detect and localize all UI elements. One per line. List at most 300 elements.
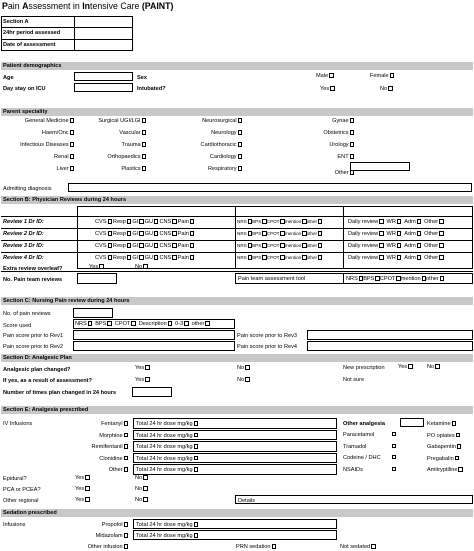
speciality-label: Infectious Diseases [20,142,69,148]
tool-option[interactable] [307,243,323,248]
system-option[interactable] [132,231,143,237]
checkbox-icon [379,231,383,235]
tool-label: other [306,219,318,224]
context-options [348,231,444,237]
ketamine-box [400,418,424,427]
system-option[interactable] [145,255,159,261]
plan-changed-label: Analgesic plan changed? [3,367,71,373]
checkbox-icon [194,421,198,425]
section-a-input[interactable] [76,17,132,26]
drug-label: Propofol [101,522,123,528]
checkbox-icon [172,243,176,247]
tool-label: NRS [237,255,247,260]
other-analgesia-option[interactable] [343,467,395,473]
context-label: WR [386,219,396,225]
sex-label: Sex [137,75,147,81]
tool-label: other [306,231,318,236]
checkbox-icon [205,321,209,325]
tool-option[interactable] [237,243,252,248]
system-label: GI [132,219,139,225]
iv-drug-option[interactable] [60,467,128,473]
tool-label: NRS [237,231,247,236]
speciality-option[interactable] [60,166,146,172]
new-prescription-option[interactable]: New prescription [343,365,385,371]
tool-option[interactable] [285,255,307,260]
checkbox-icon [435,364,439,368]
tool-option[interactable] [237,255,252,260]
assessment-yes-option[interactable]: Yes [135,377,150,383]
pain-team-tool-option[interactable] [363,276,380,282]
details-input[interactable] [235,495,473,504]
checkbox-icon [392,455,396,459]
context-options [348,219,444,225]
checkbox-icon [139,231,143,235]
speciality-other-input[interactable] [350,162,410,171]
epidural-yes-option[interactable]: Yes [75,475,90,481]
speciality-option[interactable] [268,118,354,124]
tool-label: BPS [252,219,262,224]
context-label: Other [424,255,439,261]
tool-label: BPS [252,231,262,236]
speciality-option[interactable] [60,154,146,160]
tool-option[interactable] [267,219,285,224]
score-used-label: Score used [3,323,32,329]
tool-label: NRS [237,219,247,224]
speciality-label: Renal [53,154,69,160]
tool-option[interactable] [237,219,252,224]
period-input[interactable] [76,28,132,38]
regional-no-option[interactable]: No [135,497,148,503]
system-option[interactable] [145,243,159,249]
speciality-label: Vascular [119,130,141,136]
checkbox-icon [350,154,354,158]
dose-label-wrap [136,533,198,539]
context-label: Adm [404,231,416,237]
context-option[interactable] [387,255,402,261]
checkbox-icon [124,444,128,448]
system-option[interactable] [95,219,112,225]
context-option[interactable] [404,219,421,225]
checkbox-icon [245,377,249,381]
dose-label-wrap [136,522,198,528]
system-option[interactable] [159,255,176,261]
checkbox-icon [154,231,158,235]
system-label: CVS [95,231,107,237]
system-option[interactable] [113,219,131,225]
checkbox-icon [455,456,459,460]
tool-option[interactable] [252,243,267,248]
checkbox-icon [439,231,443,235]
dose-label: Total 24 hr dose mg/kg [136,522,193,528]
system-option[interactable] [159,243,176,249]
context-label: Other [424,219,439,225]
speciality-label: Cardiology [209,154,237,160]
speciality-label: Liver [56,166,69,172]
rev4-label: Pain score prior to Rev4 [237,344,298,350]
other-analgesia-option[interactable] [343,455,395,461]
tool-label: NRS [237,243,247,248]
tool-option[interactable] [267,255,285,260]
context-option[interactable] [404,243,421,249]
pca-yes-option[interactable]: Yes [75,486,90,492]
system-option[interactable] [178,255,195,261]
extra-yes-option[interactable]: Yes [89,264,104,270]
context-option[interactable] [424,219,443,225]
epidural-no-option[interactable]: No [135,475,148,481]
checkbox-icon [142,154,146,158]
checkbox-icon [379,243,383,247]
tools-options [237,243,322,248]
sedation-drug-option[interactable] [60,522,128,528]
checkbox-icon [194,533,198,537]
not-sure-option[interactable]: Not sure [343,377,365,383]
no-reviews-input[interactable] [73,308,113,318]
new-rx-no-option[interactable]: No [427,364,440,370]
iv-drug-option[interactable] [60,433,128,439]
rev4-input[interactable] [307,341,473,351]
checkbox-icon [318,255,322,259]
speciality-option[interactable] [268,130,354,136]
rev3-input[interactable] [307,330,473,340]
day-stay-input[interactable] [74,83,133,92]
other-analgesia-option[interactable] [343,432,395,438]
new-rx-yes-option[interactable]: Yes [398,364,413,370]
checkbox-icon [142,118,146,122]
option-label: Codeine / DHC [343,455,381,461]
checkbox-icon [439,243,443,247]
tool-option[interactable] [267,243,285,248]
tool-option[interactable] [267,231,285,236]
dose-label-wrap [136,467,198,473]
tool-option[interactable] [252,255,267,260]
checkbox-icon [190,255,194,259]
admitting-label: Admitting diagnosis [3,186,52,192]
checkbox-icon [108,231,112,235]
iv-drug-option[interactable] [60,456,128,462]
system-option[interactable] [132,255,143,261]
rev1-input[interactable] [73,330,235,340]
rev3-label: Pain score prior to Rev3 [237,333,298,339]
checkbox-icon [154,243,158,247]
system-option[interactable] [113,255,131,261]
speciality-option[interactable] [60,118,146,124]
pca-label: PCA or PCEA? [3,487,41,493]
system-option[interactable] [95,243,112,249]
tool-option[interactable] [285,243,307,248]
checkbox-icon [238,118,242,122]
checkbox-icon [154,255,158,259]
checkbox-icon [439,255,443,259]
checkbox-icon [127,219,131,223]
checkbox-icon [143,264,147,268]
sedation-drug-option[interactable] [60,544,128,550]
context-option[interactable] [348,231,384,237]
checkbox-icon [107,321,111,325]
section-d-header: Section D: Analgesic Plan [1,354,473,362]
score-option[interactable] [175,321,188,327]
system-option[interactable] [145,231,159,237]
pain-team-tool-option[interactable] [380,276,401,282]
checkbox-icon [238,130,242,134]
context-option[interactable] [348,255,384,261]
checkbox-icon [143,497,147,501]
regional-label: Other regional [3,498,39,504]
checkbox-icon [124,533,128,537]
context-option[interactable] [348,243,384,249]
other-analgesia-label: Other analgesia [343,421,385,427]
not-sedated-option[interactable]: Not sedated [340,544,376,550]
sedation-drug-option[interactable] [60,533,128,539]
system-option[interactable] [132,219,143,225]
context-option[interactable] [387,231,402,237]
checkbox-icon [172,219,176,223]
context-option[interactable] [424,231,443,237]
plan-changed-no-option[interactable]: No [237,365,250,371]
checkbox-icon [108,219,112,223]
assessment-no-option[interactable]: No [237,377,250,383]
checkbox-icon [124,544,128,548]
tool-option[interactable] [307,219,323,224]
checkbox-icon [139,219,143,223]
dose-label: Total 24 hr dose mg/kg [136,432,193,439]
checkbox-icon [154,219,158,223]
admitting-input[interactable] [68,183,472,192]
pain-team-tool-option[interactable] [401,276,426,282]
speciality-label: Obstetrics [323,130,349,136]
speciality-label: Neurology [211,130,237,136]
checkbox-icon [238,166,242,170]
no-pain-reviews-label: No. Pain team reviews [3,277,63,283]
score-option[interactable] [192,321,210,327]
system-label: Pain [177,243,189,249]
review-label: Review 2 Dr ID: [3,231,44,237]
day-stay-label: Day stay on ICU [3,86,46,92]
pain-team-tools [346,276,444,282]
times-changed-input[interactable] [132,387,172,397]
checkbox-icon [194,444,198,448]
checkbox-icon [408,364,412,368]
checkbox-icon [124,467,128,471]
context-label: Daily review [348,243,379,249]
checkbox-icon [379,219,383,223]
speciality-option[interactable] [268,170,354,176]
speciality-option[interactable] [156,130,242,136]
age-input[interactable] [74,72,133,81]
checkbox-icon [85,475,89,479]
period-label: 24hr period assessed [3,30,61,36]
row-divider [1,240,473,241]
pca-no-option[interactable]: No [135,486,148,492]
context-label: Adm [404,255,416,261]
system-label: CVS [95,255,107,261]
right-analgesia-option[interactable] [427,456,459,462]
pain-team-tool-option[interactable] [426,276,444,282]
checkbox-icon [194,467,198,471]
rev1-label: Pain score prior to Rev1 [3,333,64,339]
male-option[interactable]: Male [316,73,334,79]
checkbox-icon [329,73,333,77]
tool-label: other [426,276,439,282]
checkbox-icon [318,219,322,223]
context-label: Adm [404,243,416,249]
checkbox-icon [124,522,128,526]
right-analgesia-option[interactable] [427,444,461,450]
speciality-option[interactable] [268,142,354,148]
checkbox-icon [350,142,354,146]
speciality-label: Orthopaedics [107,154,141,160]
right-analgesia-option[interactable] [427,467,463,473]
system-option[interactable] [95,231,112,237]
checkbox-icon [190,231,194,235]
tool-label: BPS [363,276,375,282]
checkbox-icon [390,73,394,77]
other-analgesia-option[interactable] [343,444,395,450]
speciality-option[interactable] [156,142,242,148]
speciality-label: Haem/Onc [41,130,69,136]
speciality-label: Gynae [332,118,349,124]
context-option[interactable] [387,219,402,225]
checkbox-icon [238,142,242,146]
system-label: GI [132,255,139,261]
systems-options [95,231,194,237]
system-option[interactable] [95,255,112,261]
female-option[interactable]: Female [370,73,394,79]
drug-label: Remifentanil [91,444,123,450]
checkbox-icon [379,255,383,259]
score-option[interactable] [139,321,172,327]
option-label: NSAIDs [343,466,363,473]
intubated-no-option[interactable]: No [380,86,393,92]
system-label: CNS [159,255,172,261]
iv-drug-option[interactable] [60,444,128,450]
tool-option[interactable] [307,255,323,260]
score-label: BPS [95,321,107,327]
context-label: Other [424,243,439,249]
context-option[interactable] [424,243,443,249]
tool-label: NRS [346,276,358,282]
system-option[interactable] [159,219,176,225]
epidural-label: Epidural? [3,476,27,482]
speciality-option[interactable] [156,154,242,160]
speciality-option[interactable] [268,154,354,160]
pain-team-tool-option[interactable] [346,276,363,282]
checkbox-icon [124,433,128,437]
right-analgesia-option[interactable] [427,433,460,439]
system-option[interactable] [178,219,195,225]
checkbox-icon [392,444,396,448]
context-option[interactable] [387,243,402,249]
context-option[interactable] [424,255,443,261]
system-option[interactable] [178,243,195,249]
system-label: CNS [159,219,172,225]
extra-no-option[interactable]: No [135,264,148,270]
tool-option[interactable] [307,231,323,236]
speciality-label: Neurosurgical [202,118,237,124]
option-label: Pregabalin [427,455,454,462]
row-divider [1,252,473,253]
checkbox-icon [238,154,242,158]
tool-option[interactable] [237,231,252,236]
tools-options [237,219,322,224]
regional-yes-option[interactable]: Yes [75,497,90,503]
system-label: GI [132,231,139,237]
tool-label: other [306,243,318,248]
rev2-label: Pain score prior to Rev2 [3,344,64,350]
sedation-header: Sedation prescribed [1,509,473,517]
checkbox-icon [145,365,149,369]
tool-label: BPS [252,255,262,260]
speciality-option[interactable] [156,118,242,124]
score-label: 0-3 [175,321,184,327]
system-option[interactable] [113,243,131,249]
checkbox-icon [397,219,401,223]
tool-label: CPOT [266,219,280,224]
score-option[interactable] [95,321,112,327]
context-option[interactable] [404,255,421,261]
prn-sedation-option[interactable]: PRN sedation [236,544,276,550]
system-label: Resp [112,231,126,237]
system-option[interactable] [113,231,131,237]
rev2-input[interactable] [73,341,235,351]
checkbox-icon [99,264,103,268]
plan-changed-yes-option[interactable]: Yes [135,365,150,371]
checkbox-icon [417,231,421,235]
no-pain-reviews-input[interactable] [77,273,117,284]
score-option[interactable] [75,321,92,327]
if-yes-label: If yes, as a result of assessment? [3,378,92,384]
tool-option[interactable] [252,231,267,236]
speciality-option[interactable] [60,130,146,136]
system-option[interactable] [145,219,159,225]
option-label: Ketamine [427,421,451,427]
checkbox-icon [190,243,194,247]
tool-option[interactable] [285,219,307,224]
date-input[interactable] [76,40,132,50]
system-option[interactable] [178,231,195,237]
context-option[interactable] [404,231,421,237]
speciality-option[interactable] [156,166,242,172]
system-label: Resp [112,243,126,249]
system-label: Pain [177,255,189,261]
dose-label: Total 24 hr dose mg/kg [136,421,193,427]
tools-options [237,231,322,236]
speciality-option[interactable] [60,142,146,148]
right-analgesia-option[interactable] [427,421,456,427]
score-option[interactable] [115,321,136,327]
context-label: Daily review [348,255,379,261]
tool-option[interactable] [285,231,307,236]
system-label: Resp [112,219,126,225]
context-option[interactable] [348,219,384,225]
checkbox-icon [190,219,194,223]
tool-option[interactable] [252,219,267,224]
systems-options [95,219,194,225]
checkbox-icon [131,321,135,325]
system-option[interactable] [159,231,176,237]
system-option[interactable] [132,243,143,249]
system-label: CNS [159,231,172,237]
speciality-header: Parent speciality [1,108,473,116]
iv-drug-option[interactable] [60,421,128,427]
checkbox-icon [124,421,128,425]
checkbox-icon [85,497,89,501]
score-label: other [191,321,205,327]
details-label: Details [238,498,256,504]
system-label: Resp [112,255,126,261]
checkbox-icon [458,467,462,471]
section-c-header: Section C: Nursing Pain review during 24 hours [1,297,473,305]
intubated-yes-option[interactable]: Yes [320,86,335,92]
